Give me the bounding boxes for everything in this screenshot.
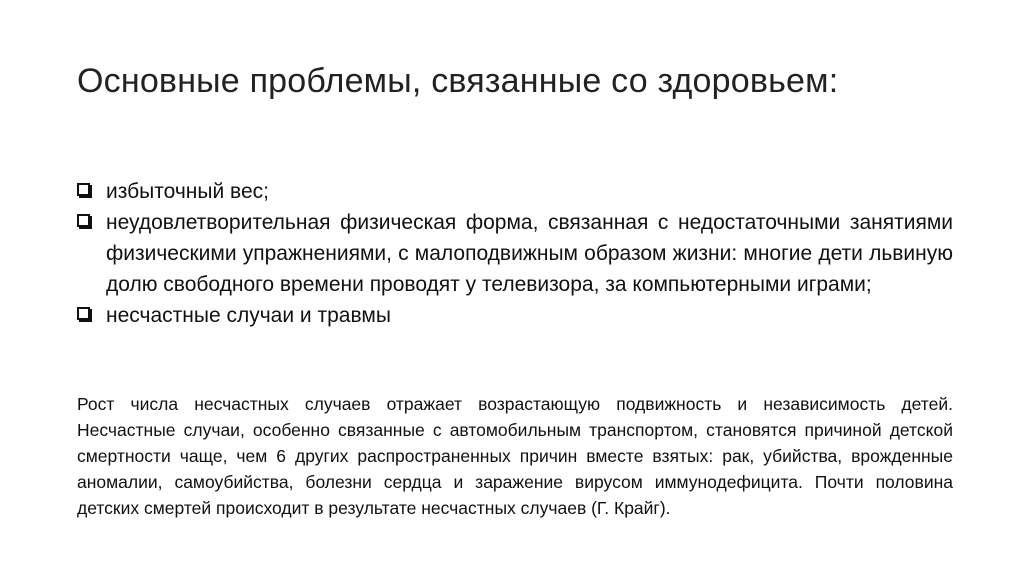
bullet-text: неудовлетворительная физическая форма, связанная с недостаточными занятиями физическими упражнениями, с малоподвижным образом жизни: многие дети львиную долю свободного времени проводят у телевизора, за компьютерными играми;	[106, 211, 953, 296]
checkbox-square-icon	[77, 214, 90, 227]
body-paragraph: Рост числа несчастных случаев отражает возрастающую подвижность и независимость детей. Несчастные случаи, особенно связанные с автомобильным транспортом, становятся причиной детской смертности чаще, чем 6 других распространенных причин вместе взятых: рак, убийства, врожденные аномалии, самоубийства, болезни сердца и заражение вирусом иммунодефицита. Почти половина детских смертей происходит в результате несчастных случаев (Г. Крайг).	[77, 394, 953, 518]
bullet-item	[77, 176, 953, 207]
checkbox-square-icon	[77, 307, 90, 320]
bullet-list	[77, 176, 953, 331]
bullet-item	[77, 300, 953, 331]
bullet-text: избыточный вес;	[106, 180, 269, 203]
bullet-text: несчастные случаи и травмы	[106, 304, 391, 327]
bullet-item	[77, 207, 953, 300]
checkbox-square-icon	[77, 183, 90, 196]
slide-title: Основные проблемы, связанные со здоровьем:	[77, 62, 839, 100]
